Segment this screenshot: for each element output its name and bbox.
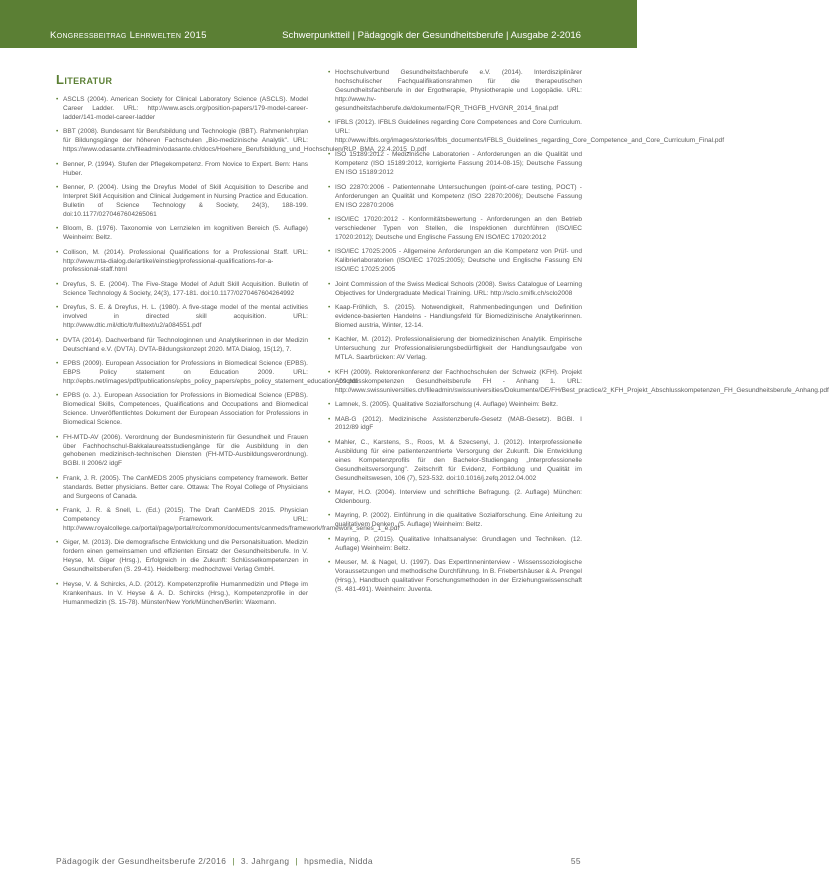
reference-item: • EPBS (o. J.). European Association for Professions in Biomedical Science (EPBS). Biomedical Skills, Competences, Qualifications and Occupations and Biomedical Science. Unveröffentlichtes Dokument der European Association for Professions in Biomedical Science. [56,392,308,428]
footer-volume: 3. Jahrgang [240,856,290,866]
reference-item: • Mayer, H.O. (2004). Interview und schriftliche Befragung. (2. Auflage) München: Oldenbourg. [328,489,582,507]
reference-item: • ISO/IEC 17025:2005 - Allgemeine Anforderungen an die Kompetenz von Prüf- und Kalibrierlaboratorien (ISO/IEC 17025:2005); Deutsche und Englische Fassung EN ISO/IEC 17025:2005 [328,248,582,275]
reference-item: • Giger, M. (2013). Die demografische Entwicklung und die Personalsituation. Medizin fordern einen gemeinsamen und effizienten Einsatz der Gesundheitsberufe. In V. Heyse, M. Giger (Hrsg.), Erfolgreich in die Zukunft: Schlüsselkompetenzen in Gesundheitsberufen (S. 29-41). Heidelberg: medhochzwei Verlag GmbH. [56,539,308,575]
reference-item: • Lamnek, S. (2005). Qualitative Sozialforschung (4. Auflage) Weinheim: Beltz. [328,401,582,410]
footer-separator: | [295,856,299,866]
reference-item: • Frank, J. R. (2005). The CanMEDS 2005 physicians competency framework. Better standards. Better physicians. Better care. Ottawa: The Royal College of Physicians and Surgeons of Canada. [56,475,308,502]
footer-separator: | [232,856,235,866]
reference-item: • ISO/IEC 17020:2012 - Konformitätsbewertung - Anforderungen an den Betrieb verschiedener Typen von Stellen, die Inspektionen durchführen (ISO/IEC 17020:2012); Deutsche und Englische Fassung EN ISO/IEC 17020:2012 [328,216,582,243]
reference-item: • Heyse, V. & Schircks, A.D. (2012). Kompetenzprofile Humanmedizin und Pflege im Krankenhaus. In V. Heyse & A. D. Schircks (Hrsg.), Kompetenzprofile in der Humanmedizin (S. 15-78). Münster/New York/München/Berlin: Waxmann. [56,581,308,608]
reference-item: • Hochschulverbund Gesundheitsfachberufe e.V. (2014). Interdisziplinärer hochschulischer Fachqualifikationsrahmen für die therapeutischen Gesundheitsfachberufe in der Ergotherapie, Physiotherapie und Logopädie. URL: http://www.hv-gesundheitsfachberufe.de/dokumente/FQR_THGFB_HVGNR_2014_final.pdf [328,69,582,114]
references-column-right [328,69,829,601]
reference-item: • Collison, M. (2014). Professional Qualifications for a Professional Staff. URL: http://www.mta-dialog.de/artikel/einstieg/professional-qualifications-for-a-professional-staff.html [56,249,308,276]
reference-item: • Bloom, B. (1976). Taxonomie von Lernzielen im kognitiven Bereich (5. Auflage) Weinheim: Beltz. [56,225,308,243]
reference-item: • ISO 15189:2012 - Medizinische Laboratorien - Anforderungen an die Qualität und Kompetenz (ISO 15189:2012, korrigierte Fassung 2014-08-15); Deutsche Fassung EN ISO 15189:2012 [328,151,582,178]
reference-item: • KFH (2009). Rektorenkonferenz der Fachhochschulen der Schweiz (KFH). Projekt Abschlusskompetenzen Gesundheitsberufe FH - Anhang 1. URL: http://www.swissuniversities.ch/fileadmin/swissuniversities/Dokumente/DE/FH/Best_practice/2_KFH_Projekt_Abschlusskompetenzen_FH_Gesundheitsberufe_Anhang.pdf [328,369,582,396]
section-title: Literatur [56,72,113,87]
reference-item: • Dreyfus, S. E. (2004). The Five-Stage Model of Adult Skill Acquisition. Bulletin of Science Technology & Society, 24(3), 177-181. doi:10.1177/0270467604264992 [56,281,308,299]
reference-item: • Benner, P. (1994). Stufen der Pflegekompetenz. From Novice to Expert. Bern: Hans Huber. [56,161,308,179]
reference-item: • Frank, J. R. & Snell, L. (Ed.) (2015). The Draft CanMEDS 2015. Physician Competency Framework. URL: http://www.royalcollege.ca/portal/page/portal/rc/common/documents/canmeds/framework/framework_series_1_e.pdf [56,507,308,534]
reference-item: • Mayring, P. (2002). Einführung in die qualitative Sozialforschung. Eine Anleitung zu qualitativem Denken. (5. Auflage) Weinheim: Beltz. [328,512,582,530]
page-footer [56,856,581,866]
reference-item: • Kaap-Fröhlich, S. (2015). Notwendigkeit, Rahmenbedingungen und Definition evidence-basierten Handelns - Handlungsfeld für Biomedizinische Analytikerinnen. Biomed austria, Winter, 12-14. [328,304,582,331]
reference-item: • Meuser, M. & Nagel, U. (1997). Das ExpertInneninterview - Wissenssoziologische Voraussetzungen und methodische Durchführung. In B. Friebertshäuser & A. Prengel (Hrsg.), Handbuch qualitativer Forschungsmethoden in der Erziehungswissenschaft (S. 481-491). Weinheim: Juventa. [328,559,582,595]
page-number: 55 [570,856,581,866]
reference-item: • ASCLS (2004). American Society for Clinical Laboratory Science (ASCLS). Model Career Ladder. URL: http://www.ascls.org/position-papers/179-model-career-ladder/141-model-career-ladder [56,96,308,123]
reference-item: • Benner, P. (2004). Using the Dreyfus Model of Skill Acquisition to Describe and Interpret Skill Acquisition and Clinical Judgement in Nursing Practice and Education. Bulletin of Science Technology & Society, 24(3), 188-199. doi:10.1177/0270467604265061 [56,184,308,220]
references-column-left [56,96,427,613]
reference-item: • ISO 22870:2006 - Patientennahe Untersuchungen (point-of-care testing, POCT) - Anforderungen an Qualität und Kompetenz (ISO 22870:2006); Deutsche Fassung EN ISO 22870:2006 [328,184,582,211]
header-bar [0,0,637,48]
footer-journal: Pädagogik der Gesundheitsberufe 2/2016 [56,856,227,866]
reference-item: • Mayring, P. (2015). Qualitative Inhaltsanalyse: Grundlagen und Techniken. (12. Auflage) Weinheim: Beltz. [328,536,582,554]
reference-item: • Mahler, C., Karstens, S., Roos, M. & Szecsenyi, J. (2012). Interprofessionelle Ausbildung für eine patientenzentrierte Versorgung der Zukunft. Die Entwicklung eines Kompetenzprofils für den Bachelor-Studiengang „Interprofessionelle Gesundheitsversorgung". Zeitschrift für Evidenz, Fortbildung und Qualität im Gesundheitswesen, 106 (7), 523-532. doi:10.1016/j.zefq.2012.04.002 [328,439,582,484]
reference-item: • FH-MTD-AV (2006). Verordnung der Bundesministerin für Gesundheit und Frauen über Fachhochschul-Bakkalaureatsstudiengänge für die Ausbildung in den gehobenen medizinisch-technischen Diensten (FH-MTD-Ausbildungsverordnung). BGBl. II 2006/2 idgF [56,434,308,470]
reference-item: • MAB-G (2012). Medizinische Assistenzberufe-Gesetz (MAB-Gesetz). BGBl. I 2012/89 idgF [328,416,582,434]
reference-item: • BBT (2008). Bundesamt für Berufsbildung und Technologie (BBT). Rahmenlehrplan für Bildungsgänge der höheren Fachschulen „Bio-medizinische Analytik". URL: https://www.odasante.ch/fileadmin/odasante.ch/docs/Hoehere_Berufsbildung_und_Hochschulen/RLP_BMA_22.4.2015_D.pdf [56,128,308,155]
reference-item: • Joint Commission of the Swiss Medical Schools (2008). Swiss Catalogue of Learning Objectives for Undergraduate Medical Training. URL: http://sclo.smifk.ch/sclo2008 [328,281,582,299]
header-left-title: Kongressbeitrag Lehrwelten 2015 [50,30,207,41]
reference-item: • Dreyfus, S. E. & Dreyfus, H. L. (1980). A five-stage model of the mental activities involved in directed skill acquisition. URL: http://www.dtic.mil/dtic/tr/fulltext/u2/a084551.pdf [56,304,308,331]
reference-item: • Kachler, M. (2012). Professionalisierung der biomedizinischen Analytik. Empirische Untersuchung zur Professionalisierungsbedürftigkeit der Handlungsaufgabe von MTLA. Saarbrücken: AV Verlag. [328,336,582,363]
header-right-title: Schwerpunktteil | Pädagogik der Gesundheitsberufe | Ausgabe 2-2016 [282,30,581,41]
reference-item: • EPBS (2009). European Association for Professions in Biomedical Science (EPBS). EBPS Policy statement on Education 2009. URL: http://epbs.net/images/pdf/publications/epbs_policy_papers/epbs_policy_statement_education_09.pdf [56,360,308,387]
reference-item: • IFBLS (2012). IFBLS Guidelines regarding Core Competences and Core Curriculum. URL: http://www.ifbls.org/images/stories/ifbls_documents/IFBLS_Guidelines_regarding_Core_Competence_and_Core_Curriculum_Final.pdf [328,119,582,146]
reference-item: • DVTA (2014). Dachverband für Technologinnen und Analytikerinnen in der Medizin Deutschland e.V. (DVTA). DVTA-Bildungskonzept 2020. MTA Dialog, 15(12), 7. [56,337,308,355]
footer-publisher: hpsmedia, Nidda [304,856,373,866]
